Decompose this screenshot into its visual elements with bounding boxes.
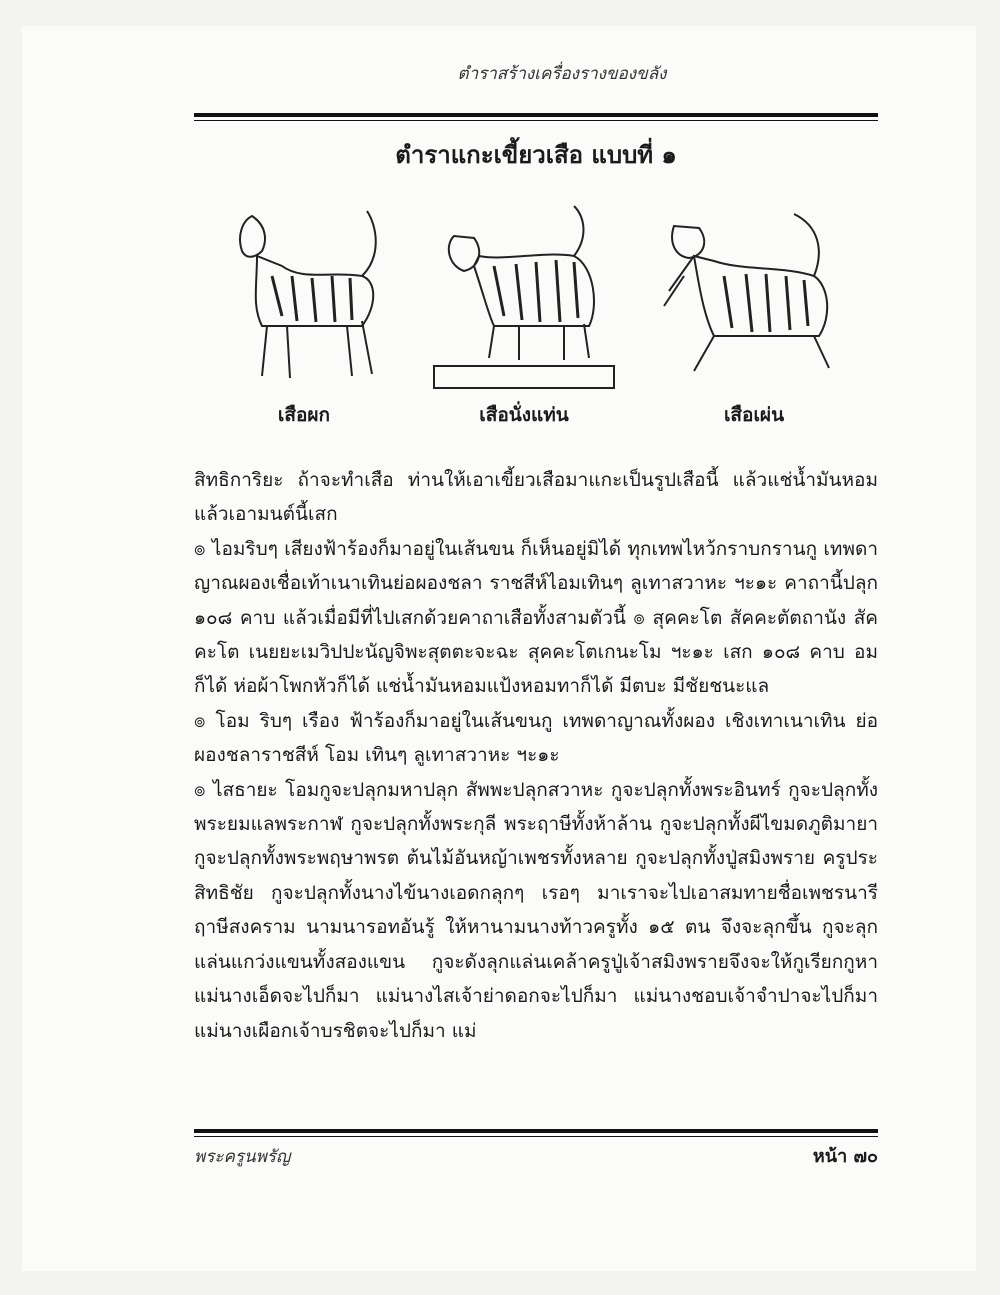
running-header: ตำราสร้างเครื่องรางของขลัง	[457, 64, 667, 84]
footer-rule	[194, 1129, 878, 1133]
header-rule	[194, 113, 878, 117]
page-title: ตำราแกะเขี้ยวเสือ แบบที่ ๑	[395, 140, 677, 169]
figure-caption: เสือนั่งแท่น	[479, 404, 569, 426]
footer-signature: พระครูนพรัญ	[194, 1147, 291, 1167]
figure-caption: เสือผก	[277, 404, 331, 426]
figure-caption: เสือเผ่น	[723, 404, 785, 426]
tiger-standing-illustration	[212, 196, 402, 396]
paragraph: ๏ ไอมริบๆ เสียงฟ้าร้องก็มาอยู่ในเส้นขน ก็เห็นอยู่มิได้ ทุกเทพไหว้กราบกรานกู เทพดาญาณผองเชื่อเท้าเนาเทินย่อผองชลา ราชสีห์ไอมเทินๆ ลูเทาสวาหะ ฯะ๑ะ คาถานี้ปลุก ๑๐๘ คาบ แล้วเมื่อมีที่ไปเสกด้วยคาถาเสือทั้งสามตัวนี้ ๏ สุคคะโต สัคคะตัตถานัง สัคคะโต เนยยะเมวิปปะนัญจิพะสุตตะจะฉะ สุคคะโตเกนะโม ฯะ๑ะ เสก ๑๐๘ คาบ อมก็ได้ ห่อผ้าโพกหัวก็ได้ แช่น้ำมันหอมแป้งหอมทาก็ได้ มีตบะ มีชัยชนะแล	[194, 537, 878, 698]
paragraph: สิทธิการิยะ ถ้าจะทำเสือ ท่านให้เอาเขี้ยวเสือมาแกะเป็นรูปเสือนี้ แล้วแช่น้ำมันหอม แล้วเอามนต์นี้เสก	[194, 469, 878, 526]
paragraph: ๏ โอม ริบๆ เรือง ฟ้าร้องก็มาอยู่ในเส้นขนกู เทพดาญาณทั้งผอง เชิงเทาเนาเทิน ย่อผองชลาราชสีห์ โอม เทินๆ ลูเทาสวาหะ ฯะ๑ะ	[194, 709, 878, 767]
body-text	[194, 463, 878, 1048]
page-number: หน้า ๗๐	[812, 1146, 878, 1167]
tiger-leaping-illustration	[654, 196, 854, 396]
footer-rule-thin	[194, 1136, 878, 1137]
header-rule-thin	[194, 120, 878, 121]
figure-row	[194, 196, 878, 436]
tiger-sitting-on-base-illustration	[424, 196, 624, 396]
paragraph: ๏ ไสธายะ โอมกูจะปลุกมหาปลุก สัพพะปลุกสวาหะ กูจะปลุกทั้งพระอินทร์ กูจะปลุกทั้งพระยมแลพระกาฬ กูจะปลุกทั้งพระกุลี พระฤาษีทั้งห้าล้าน กูจะปลุกทั้งผีไขมดภูติมายา กูจะปลุกทั้งพระพฤษาพรต ต้นไม้อันหญ้าเพชรทั้งหลาย กูจะปลุกทั้งปู่สมิงพราย ครูประสิทธิชัย กูจะปลุกทั้งนางไข้นางเอดกลุกๆ เรอๆ มาเราจะไปเอาสมทายชื่อเพชรนารี ฤาษีสงคราม นามนารอทอันรู้ ให้หานามนางท้าวครูทั้ง ๑๕ ตน จึงจะลุกขึ้น กูจะลุกแล่นแกว่งแขนทั้งสองแขน กูจะดังลุกแล่นเคล้าครูปู่เจ้าสมิงพรายจึงจะให้กูเรียกกูหา แม่นางเอ็ดจะไปก็มา แม่นางไสเจ้าย่าดอกจะไปก็มา แม่นางชอบเจ้าจำปาจะไปก็มา แม่นางเผือกเจ้าบรชิตจะไปก็มา แม่	[194, 778, 878, 1042]
